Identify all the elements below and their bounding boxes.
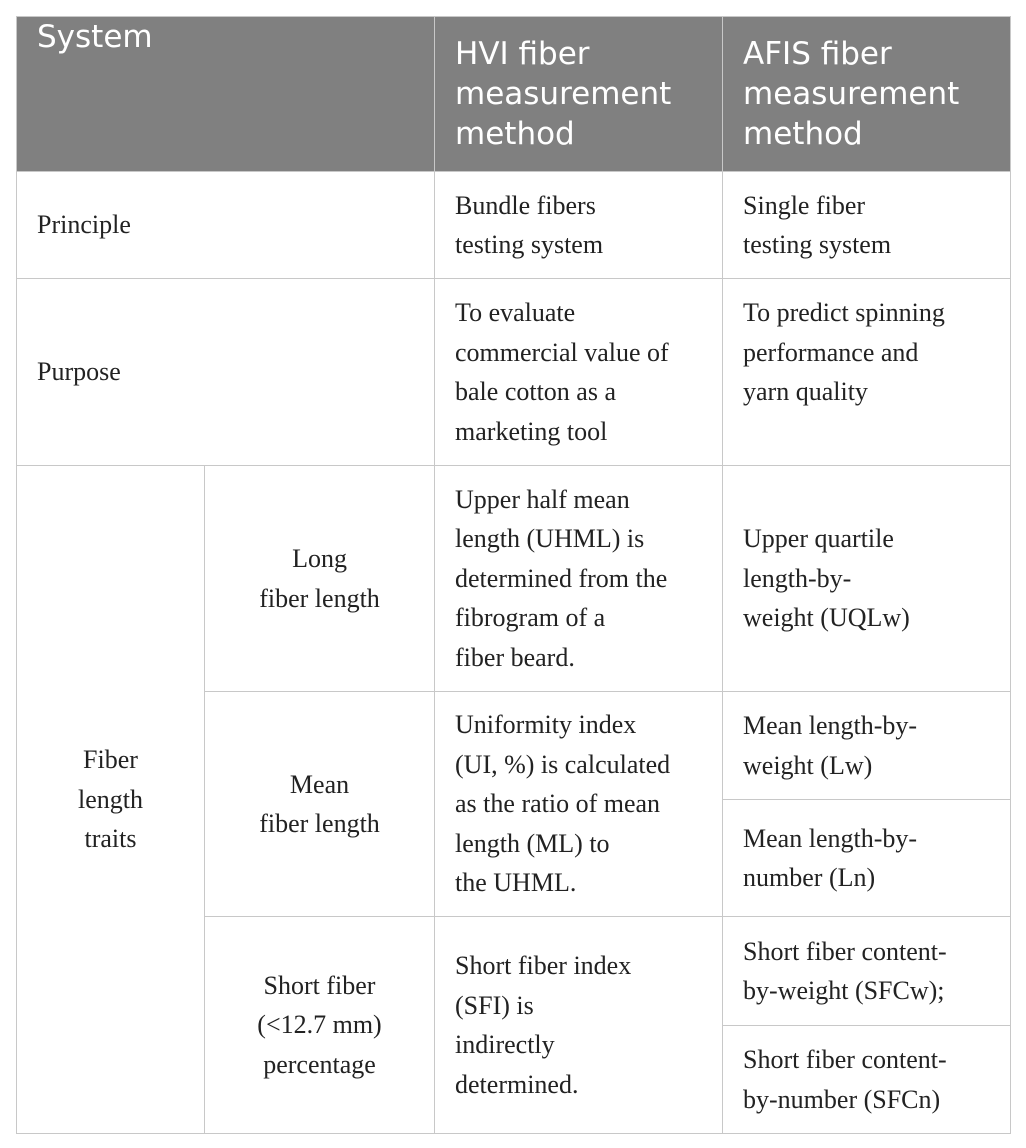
short-hvi-line: (SFI) is [455,990,534,1020]
short-hvi-line: Short fiber index [455,951,632,980]
table-row-long-fiber [17,466,1011,692]
short-fiber-hvi [435,917,723,1134]
long-afis-line: weight (UQLw) [743,603,910,633]
principle-afis-line: testing system [743,230,892,259]
header-hvi-line2: measurement [455,76,672,112]
purpose-afis-line: yarn quality [743,377,868,406]
short-label-line: Short fiber [263,970,376,1000]
short-fiber-afis-weight [723,917,1011,1026]
short-hvi-line: determined. [455,1069,579,1099]
principle-hvi-line: Bundle fibers [455,190,596,220]
long-label-line: Long [292,544,347,573]
fiber-measurement-table [16,16,1011,1134]
mean-hvi-line: (UI, %) is calculated [455,749,671,779]
header-afis-line3: method [743,116,863,152]
traits-label-line: length [78,784,143,814]
short-afis-weight-line: by-weight (SFCw); [743,976,945,1005]
mean-hvi-line: as the ratio of mean [455,789,661,819]
long-label-line: fiber length [259,583,380,613]
short-afis-weight-line: Short fiber content- [743,936,947,966]
long-hvi-line: fiber beard. [455,642,575,672]
table-row-purpose [17,279,1011,466]
purpose-hvi-line: marketing tool [455,416,608,446]
mean-fiber-hvi [435,692,723,917]
mean-fiber-label [205,692,435,917]
header-hvi [435,17,723,172]
long-fiber-afis [723,466,1011,692]
header-afis-line1: AFIS fiber [743,36,892,72]
long-hvi-line: length (UHML) is [455,524,645,554]
header-afis [723,17,1011,172]
mean-hvi-line: the UHML. [455,868,577,898]
short-hvi-line: indirectly [455,1030,555,1059]
long-hvi-line: fibrogram of a [455,603,606,633]
short-afis-number-line: by-number (SFCn) [743,1084,941,1114]
mean-fiber-afis-number [723,800,1011,917]
short-label-line: percentage [263,1049,376,1079]
mean-label-line: Mean [289,769,350,799]
mean-afis-weight-line: Mean length-by- [743,711,918,740]
table-row-principle [17,172,1011,279]
fiber-length-traits-label [17,466,205,1134]
mean-afis-number-line: Mean length-by- [743,823,918,853]
traits-label-line: traits [84,824,137,854]
mean-hvi-line: Uniformity index [455,710,637,740]
principle-afis [723,172,1011,279]
traits-label-line: Fiber [83,745,138,775]
long-afis-line: length-by- [743,563,852,593]
header-hvi-line1: HVI fiber [455,36,590,72]
principle-label: Principle [17,172,435,279]
long-afis-line: Upper quartile [743,524,894,554]
purpose-afis-line: performance and [743,337,919,367]
principle-hvi-line: testing system [455,230,604,259]
principle-hvi [435,172,723,279]
purpose-label: Purpose [17,279,435,466]
mean-fiber-afis-weight [723,692,1011,800]
table-header-row [17,17,1011,172]
short-fiber-afis-number [723,1026,1011,1134]
purpose-hvi-line: commercial value of [455,337,669,367]
short-fiber-label [205,917,435,1134]
header-afis-line2: measurement [743,76,960,112]
mean-afis-weight-line: weight (Lw) [743,750,873,780]
purpose-afis [723,279,1011,466]
mean-hvi-line: length (ML) to [455,828,610,858]
long-fiber-hvi [435,466,723,692]
long-fiber-label [205,466,435,692]
purpose-afis-line: To predict spinning [743,298,945,327]
principle-afis-line: Single fiber [743,190,866,220]
short-label-line: (<12.7 mm) [257,1010,382,1040]
mean-label-line: fiber length [259,809,380,838]
long-hvi-line: determined from the [455,563,668,593]
mean-afis-number-line: number (Ln) [743,863,876,892]
short-afis-number-line: Short fiber content- [743,1045,947,1074]
purpose-hvi-line: To evaluate [455,298,576,327]
header-system: System [17,17,435,172]
long-hvi-line: Upper half mean [455,484,630,514]
header-hvi-line3: method [455,116,575,152]
purpose-hvi-line: bale cotton as a [455,377,617,406]
purpose-hvi [435,279,723,466]
